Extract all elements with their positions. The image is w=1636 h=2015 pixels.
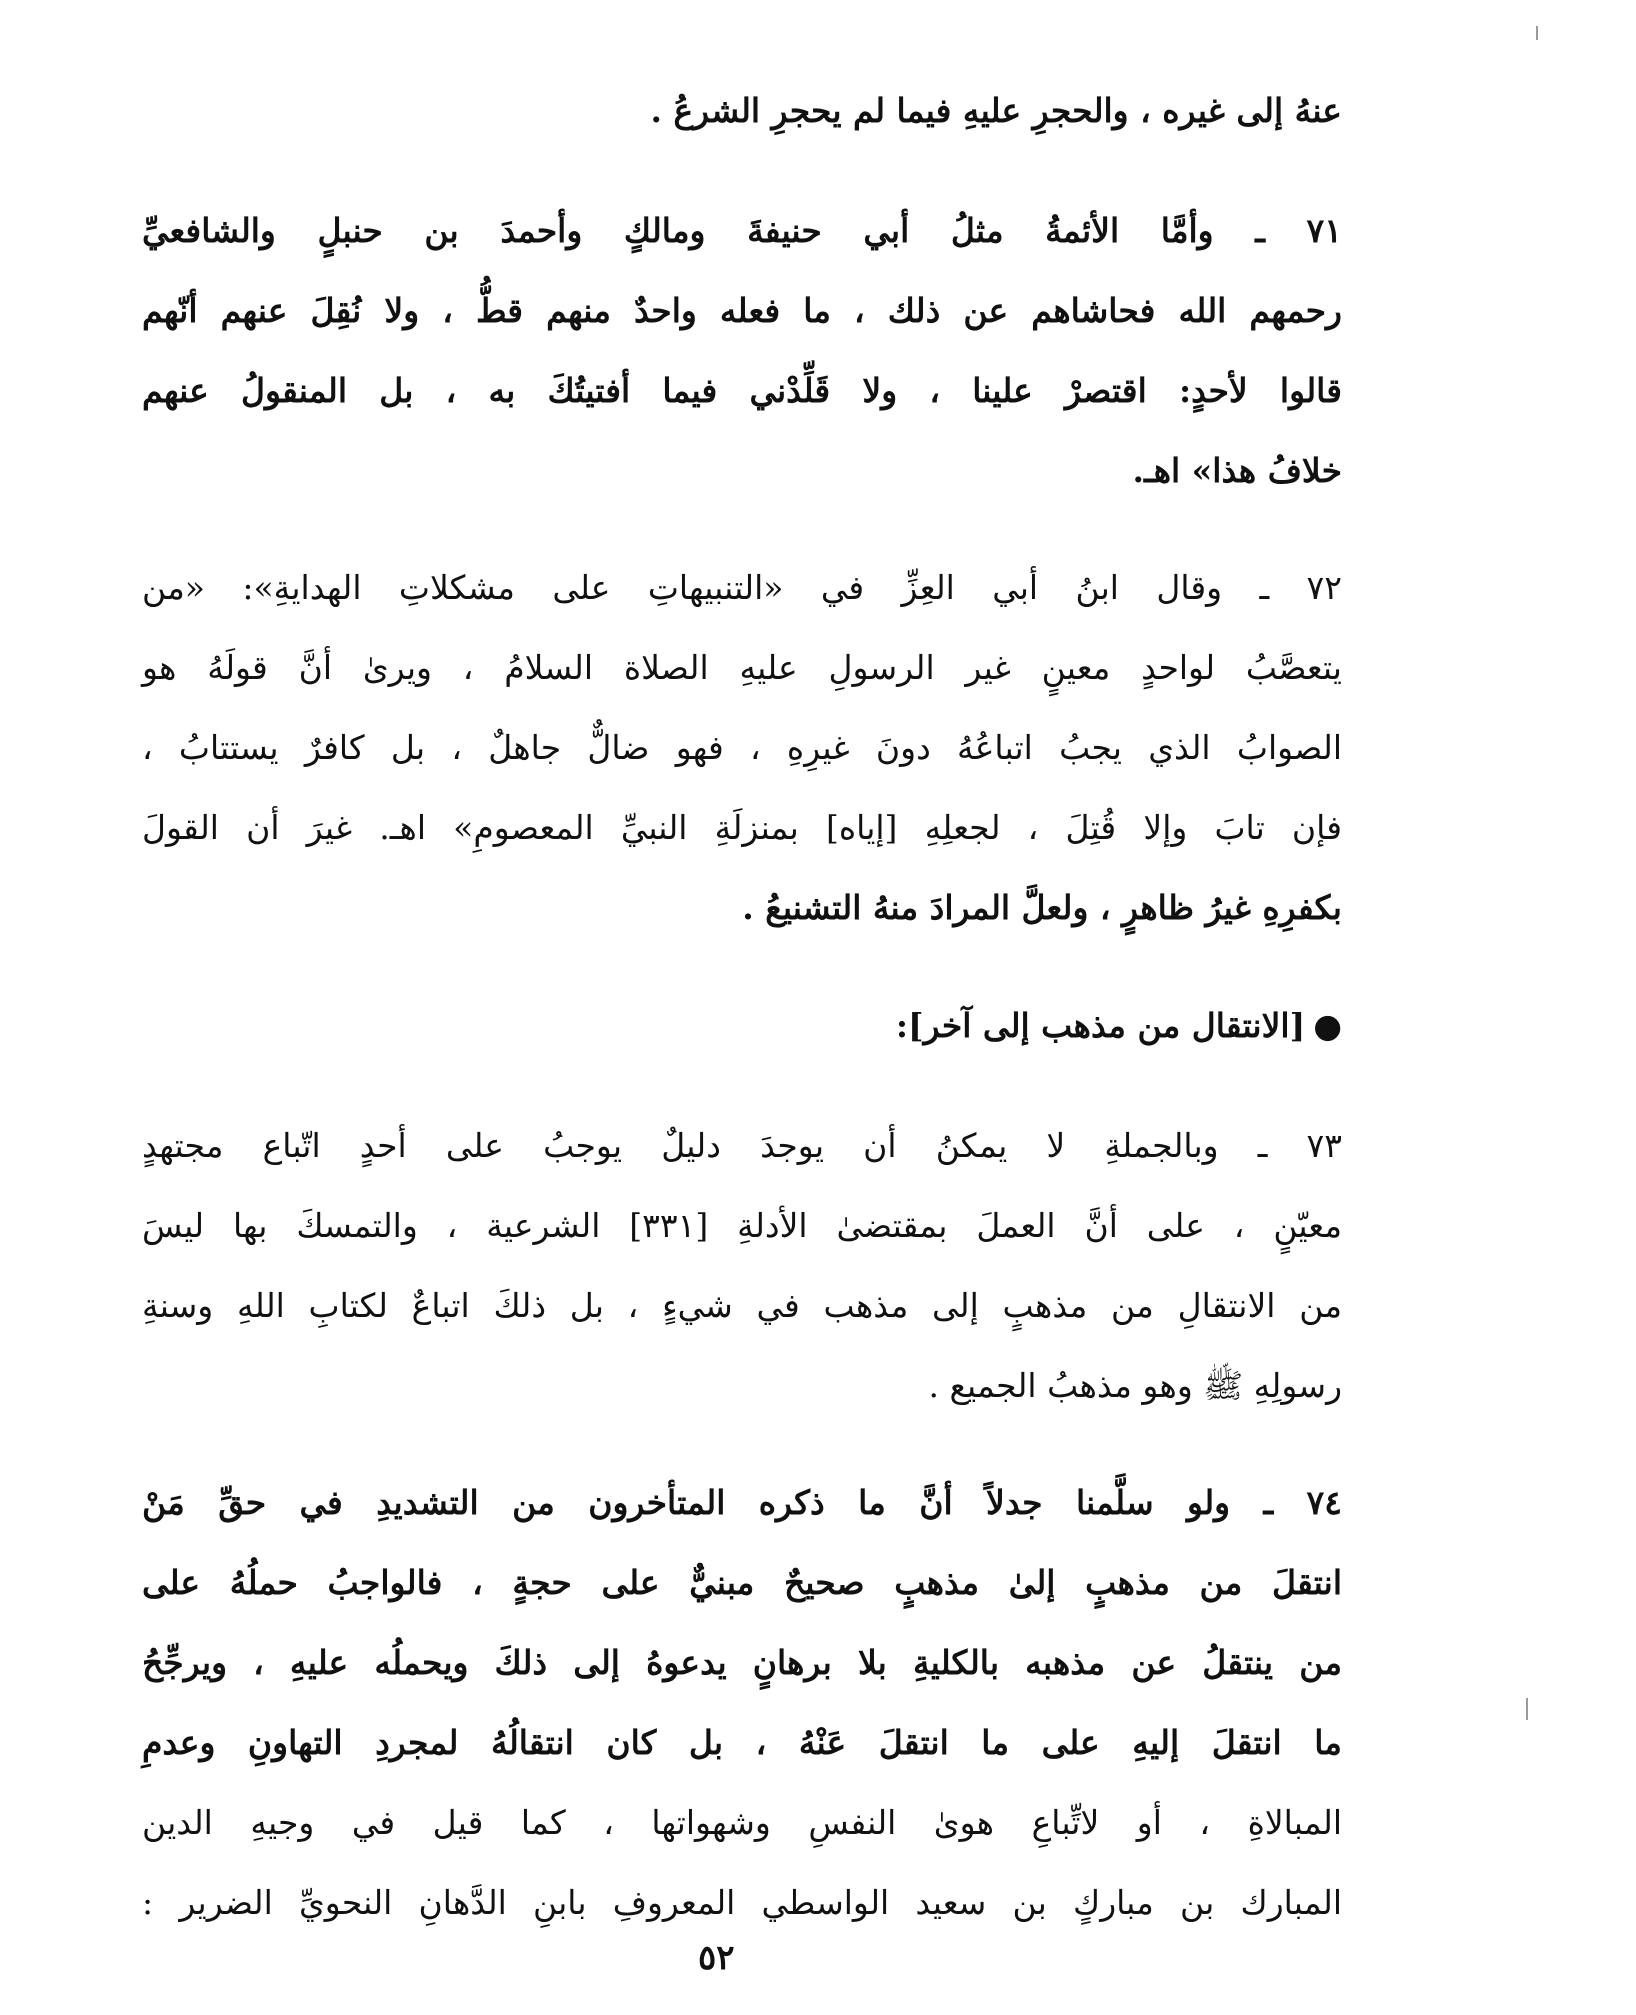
paragraph-71-line: رحمهم الله فحاشاهم عن ذلك ، ما فعله واحدٌ منهم قطُّ ، ولا نُقِلَ عنهم أنّهم — [142, 291, 1342, 330]
paragraph-74-line: انتقلَ من مذهبٍ إلىٰ مذهبٍ صحيحٌ مبنيٌّ على حجةٍ ، فالواجبُ حملُهُ على — [142, 1563, 1342, 1602]
paragraph-74-line: ما انتقلَ إليهِ على ما انتقلَ عَنْهُ ، بل كان انتقالُهُ لمجردِ التهاونِ وعدمِ — [142, 1723, 1342, 1762]
paragraph-71-line: ٧١ ـ وأمَّا الأئمةُ مثلُ أبي حنيفةَ ومالكٍ وأحمدَ بن حنبلٍ والشافعيِّ — [142, 211, 1342, 250]
scan-mark — [1526, 1698, 1528, 1720]
paragraph-74-line: المبالاةِ ، أو لاتِّباعِ هوىٰ النفسِ وشهواتها ، كما قيل في وجيهِ الدين — [142, 1803, 1342, 1842]
paragraph-71-line: قالوا لأحدٍ: اقتصرْ علينا ، ولا قَلِّدْني فيما أفتيتُكَ به ، بل المنقولُ عنهم — [142, 371, 1342, 410]
section-heading — [896, 1003, 1342, 1049]
scan-mark — [1536, 26, 1538, 40]
section-heading-text: [الانتقال من مذهب إلى آخر]: — [895, 1006, 1306, 1045]
paragraph-74-line: المبارك بن مباركٍ بن سعيد الواسطي المعروفِ بابنِ الدَّهانِ النحويِّ الضرير : — [142, 1883, 1342, 1922]
paragraph-72-line: الصوابُ الذي يجبُ اتباعُهُ دونَ غيرِهِ ، فهو ضالٌّ جاهلٌ ، بل كافرٌ يستتابُ ، — [142, 728, 1342, 767]
paragraph-73-line: من الانتقالِ من مذهبٍ إلى مذهب في شيءٍ ، بل ذلكَ اتباعٌ لكتابِ اللهِ وسنةِ — [142, 1286, 1342, 1325]
paragraph-71-line: خلافُ هذا» اهـ. — [1132, 451, 1342, 490]
bullet-icon: ● — [1313, 1006, 1342, 1045]
page-number: ٥٢ — [698, 1938, 735, 1978]
paragraph-74-line: من ينتقلُ عن مذهبه بالكليةِ بلا برهانٍ يدعوهُ إلى ذلكَ ويحملُه عليهِ ، ويرجِّحُ — [142, 1643, 1342, 1682]
paragraph-74-line: ٧٤ ـ ولو سلَّمنا جدلاً أنَّ ما ذكره المتأخرون من التشديدِ في حقِّ مَنْ — [142, 1483, 1342, 1522]
paragraph-73-line: معيّنٍ ، على أنَّ العملَ بمقتضىٰ الأدلةِ [٣٣١] الشرعية ، والتمسكَ بها ليسَ — [142, 1206, 1342, 1245]
text-line: عنهُ إلى غيره ، والحجرِ عليهِ فيما لم يحجرِ الشرعُ . — [650, 91, 1342, 130]
paragraph-72-line: يتعصَّبُ لواحدٍ معينٍ غير الرسولِ عليهِ الصلاة السلامُ ، ويرىٰ أنَّ قولَهُ هو — [142, 648, 1342, 687]
paragraph-72-line: ٧٢ ـ وقال ابنُ أبي العِزِّ في «التنبيهاتِ على مشكلاتِ الهدايةِ»: «من — [142, 568, 1342, 607]
paragraph-73-line: رسولِهِ ﷺ وهو مذهبُ الجميع . — [928, 1366, 1342, 1405]
paragraph-73-line: ٧٣ ـ وبالجملةِ لا يمكنُ أن يوجدَ دليلٌ يوجبُ على أحدٍ اتّباع مجتهدٍ — [142, 1126, 1342, 1165]
paragraph-72-line: بكفرِهِ غيرُ ظاهرٍ ، ولعلَّ المرادَ منهُ التشنيعُ . — [742, 888, 1342, 927]
paragraph-72-line: فإن تابَ وإلا قُتِلَ ، لجعلِهِ [إياه] بمنزلَةِ النبيِّ المعصومِ» اهـ. غيرَ أن القولَ — [142, 808, 1342, 847]
